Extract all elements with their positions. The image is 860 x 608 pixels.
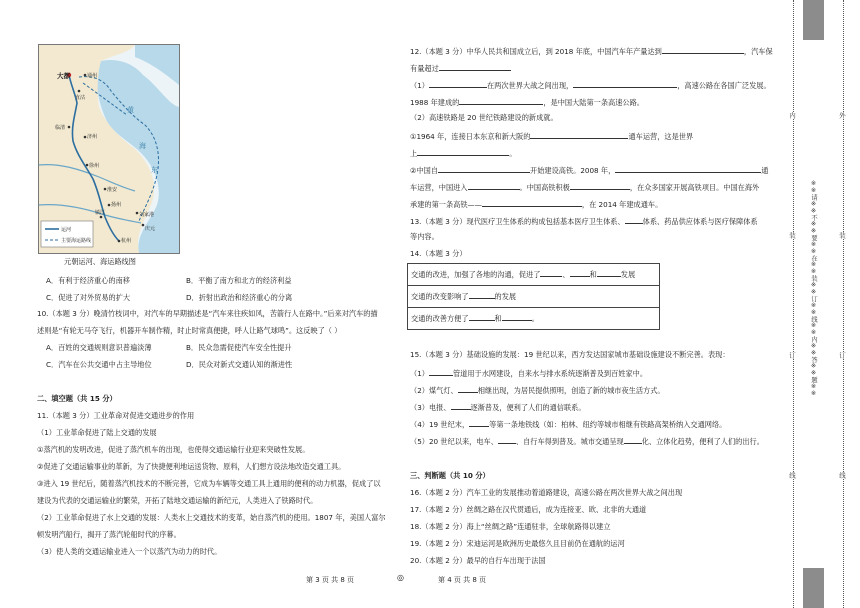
q9-option-c: C．促进了对外贸易的扩大 bbox=[46, 293, 131, 302]
q18-statement: 18.（本题 2 分）海上“丝绸之路”连通驻非，全球航路得以建立 bbox=[410, 522, 611, 531]
map-label: 黄 bbox=[127, 106, 134, 114]
map-label: 淮安 bbox=[107, 187, 118, 193]
q12-line-9: 车运营，中国进入 。中国高铁积极 ，在众多国家开展高铁项目。中国在海外 bbox=[410, 183, 760, 192]
q11-line: ②促进了交通运输事业的革新，为了快捷便利地运送货物、原料，人们想方设法地改造交通工具。 bbox=[37, 462, 346, 471]
map-label: 杭州 bbox=[121, 238, 132, 244]
q9-option-b: B．平衡了南方和北方的经济利益 bbox=[186, 276, 292, 285]
q11-line: （2）工业革命促进了水上交通的发展：人类水上交通技术的变革，始自蒸汽机的使用。1807 年，美国人富尔 bbox=[37, 513, 386, 522]
q10-option-c: C．汽车在公共交通中占主导地位 bbox=[46, 360, 152, 369]
q10-text-line: 10.（本题 3 分）晚清竹枝词中，对汽车的早期描述是“汽车来往疾如风，苦箭行人在路中。”后来对汽车的描 bbox=[37, 309, 378, 318]
q12-line-10: 承建的第一条高铁—— ，在 2014 年建成通车。 bbox=[410, 200, 663, 209]
q11-line: ③进入 19 世纪后，随着蒸汽机技术的不断完善，它成为车辆等交通工具上通用的便利的动力机器，促成了以 bbox=[37, 479, 381, 488]
q10-option-b: B．民众急需促使汽车安全性提升 bbox=[186, 343, 292, 352]
footer-page-left: 第 3 页 共 8 页 bbox=[306, 576, 355, 584]
map-label: 刘家港 bbox=[139, 212, 155, 218]
q11-line: （1）工业革命促进了陆上交通的发展 bbox=[37, 428, 157, 437]
q17-statement: 17.（本题 2 分）丝绸之路在汉代贯通后，成为连接亚、欧、北非的大通道 bbox=[410, 505, 647, 514]
q20-statement: 20.（本题 2 分）最早的自行车出现于法国 bbox=[410, 556, 546, 565]
q13-line-1: 13.（本题 3 分）现代医疗卫生体系的构成包括基本医疗卫生体系、 体系、药品供应体系与医疗保障体系 bbox=[410, 217, 758, 226]
outer-binding-line bbox=[840, 0, 848, 608]
binding-label: 订 bbox=[788, 352, 796, 359]
map-label: 通州 bbox=[87, 73, 98, 79]
binding-label: 内 bbox=[788, 112, 796, 119]
q12-line-1: 12.（本题 3 分）中华人民共和国成立后，到 2018 年底，中国汽车年产量达到 ，汽车保 bbox=[410, 47, 773, 56]
section3-title: 三、判断题（共 10 分） bbox=[410, 471, 490, 480]
page-divider-circle-icon: ◎ bbox=[397, 573, 404, 582]
section2-title: 二、填空题（共 15 分） bbox=[37, 394, 117, 403]
footer-page-right: 第 4 页 共 8 页 bbox=[438, 576, 487, 584]
map-caption: 元朝运河、海运路线图 bbox=[64, 257, 136, 266]
q11-line: 建设为代表的交通运输业的繁荣，开拓了陆地交通运输的新纪元，人类进入了铁路时代。 bbox=[37, 496, 318, 505]
binding-label: 线 bbox=[788, 472, 796, 479]
q9-option-a: A．有利于经济重心的南移 bbox=[46, 276, 130, 285]
q12-line-3: （1） 在两次世界大战之间出现， ，高速公路在各国广泛发展。 bbox=[410, 81, 771, 90]
q19-statement: 19.（本题 2 分）宋迪运河是欧洲历史最悠久且目前仍在通航的运河 bbox=[410, 539, 625, 548]
map-legend-sea-route: 主要海运路线 bbox=[61, 238, 92, 244]
q12-line-7: 上 。 bbox=[410, 149, 517, 158]
map-label: 济州 bbox=[87, 134, 98, 140]
binding-label: 装 bbox=[788, 232, 796, 239]
table-row bbox=[408, 264, 660, 286]
table-row bbox=[408, 286, 660, 308]
q11-line: 11.（本题 3 分）工业革命对促进交通进步的作用 bbox=[37, 411, 195, 420]
q15-line: （1） 管道用于水网建设，自来水与排水系统逐渐普及到百姓家中。 bbox=[410, 369, 648, 378]
q12-line-2: 有量超过 bbox=[410, 63, 511, 72]
map-label: 东 bbox=[151, 166, 158, 174]
q15-line: （2）煤气灯、 相继出现，为居民提供照明，创造了新的城市夜生活方式。 bbox=[410, 386, 665, 395]
map-label: 直沽 bbox=[75, 95, 86, 101]
q15-line: （3）电报、 逐渐普及，便利了人们的通信联系。 bbox=[410, 403, 586, 412]
q12-line-8: ②中国自 开始建设高铁。2008 年， 通 bbox=[410, 166, 769, 175]
map-label: 庆元 bbox=[145, 226, 156, 232]
q12-line-4: 1988 年建成的 ，是中国大陆第一条高速公路。 bbox=[410, 98, 644, 107]
binding-label: 订 bbox=[838, 352, 846, 359]
q14-title: 14.（本题 3 分） bbox=[410, 249, 467, 258]
table-row bbox=[408, 308, 660, 330]
map-label: 大都 bbox=[57, 72, 70, 80]
q10-text-line: 述则是“有轮无马夺飞行，机器开车制作精，时止时常真便捷，呼人让路气球鸣”。这反映了（ ） bbox=[37, 326, 342, 335]
q9-option-d: D．折射出政治和经济重心的分离 bbox=[186, 293, 293, 302]
binding-label: 线 bbox=[838, 472, 846, 479]
grand-canal-map bbox=[38, 44, 180, 254]
binding-label: 外 bbox=[838, 112, 846, 119]
map-label: 扬州 bbox=[111, 202, 122, 208]
q11-line: 顿发明汽船行，揭开了蒸汽轮船时代的序幕。 bbox=[37, 530, 181, 539]
binding-notice: ※※请※※不※※要※※在※※装※※订※※线※※内※※答※※题※※ bbox=[810, 180, 817, 397]
map-label: 临清 bbox=[55, 125, 66, 131]
table-cell: 交通的改进，加强了各地的沟通，促进了 、 和 发展 bbox=[408, 264, 660, 286]
q11-line: （3）使人类的交通运输业进入一个以蒸汽为动力的时代。 bbox=[37, 547, 222, 556]
map-label: 镇江 bbox=[95, 210, 106, 216]
q12-line-6: ①1964 年，连接日本东京和新大阪的 通车运营，这是世界 bbox=[410, 132, 694, 141]
binding-label: 装 bbox=[838, 232, 846, 239]
inner-binding-line bbox=[790, 0, 798, 608]
map-legend-canal: 运河 bbox=[61, 227, 72, 233]
q13-line-2: 等内容。 bbox=[410, 232, 439, 241]
table-cell: 交通的改善方便了 和 。 bbox=[408, 308, 660, 330]
q16-statement: 16.（本题 2 分）汽车工业的发展推动着道路建设，高速公路在两次世界大战之间出现 bbox=[410, 488, 683, 497]
table-cell: 交通的改变影响了 的发展 bbox=[408, 286, 660, 308]
q12-line-5: （2）高速铁路是 20 世纪铁路建设的新成就。 bbox=[410, 113, 558, 122]
q10-option-d: D．民众对新式交通认知的渐进性 bbox=[186, 360, 293, 369]
q15-line: （5）20 世纪以来，电车、 、自行车得到普及。城市交通呈现 化、立体化趋势，便利了人们的出行。 bbox=[410, 437, 764, 446]
q15-line: 15.（本题 3 分）基础设施的发展：19 世纪以来，西方发达国家城市基础设施建设不断完善。表现： bbox=[410, 350, 730, 359]
q15-line: （4）19 世纪末， 等第一条地铁线（如：柏林、纽约等城市相继有铁路高架桥纳入交通网络。 bbox=[410, 420, 727, 429]
q14-table bbox=[407, 263, 660, 330]
q11-line: ①蒸汽机的发明改进，促进了蒸汽机车的出现，也使得交通运输行业迎来突破性发展。 bbox=[37, 445, 310, 454]
map-label: 徐州 bbox=[89, 163, 100, 169]
q10-option-a: A．百姓的交通规则意识普遍淡薄 bbox=[46, 343, 152, 352]
map-label: 海 bbox=[139, 142, 146, 150]
